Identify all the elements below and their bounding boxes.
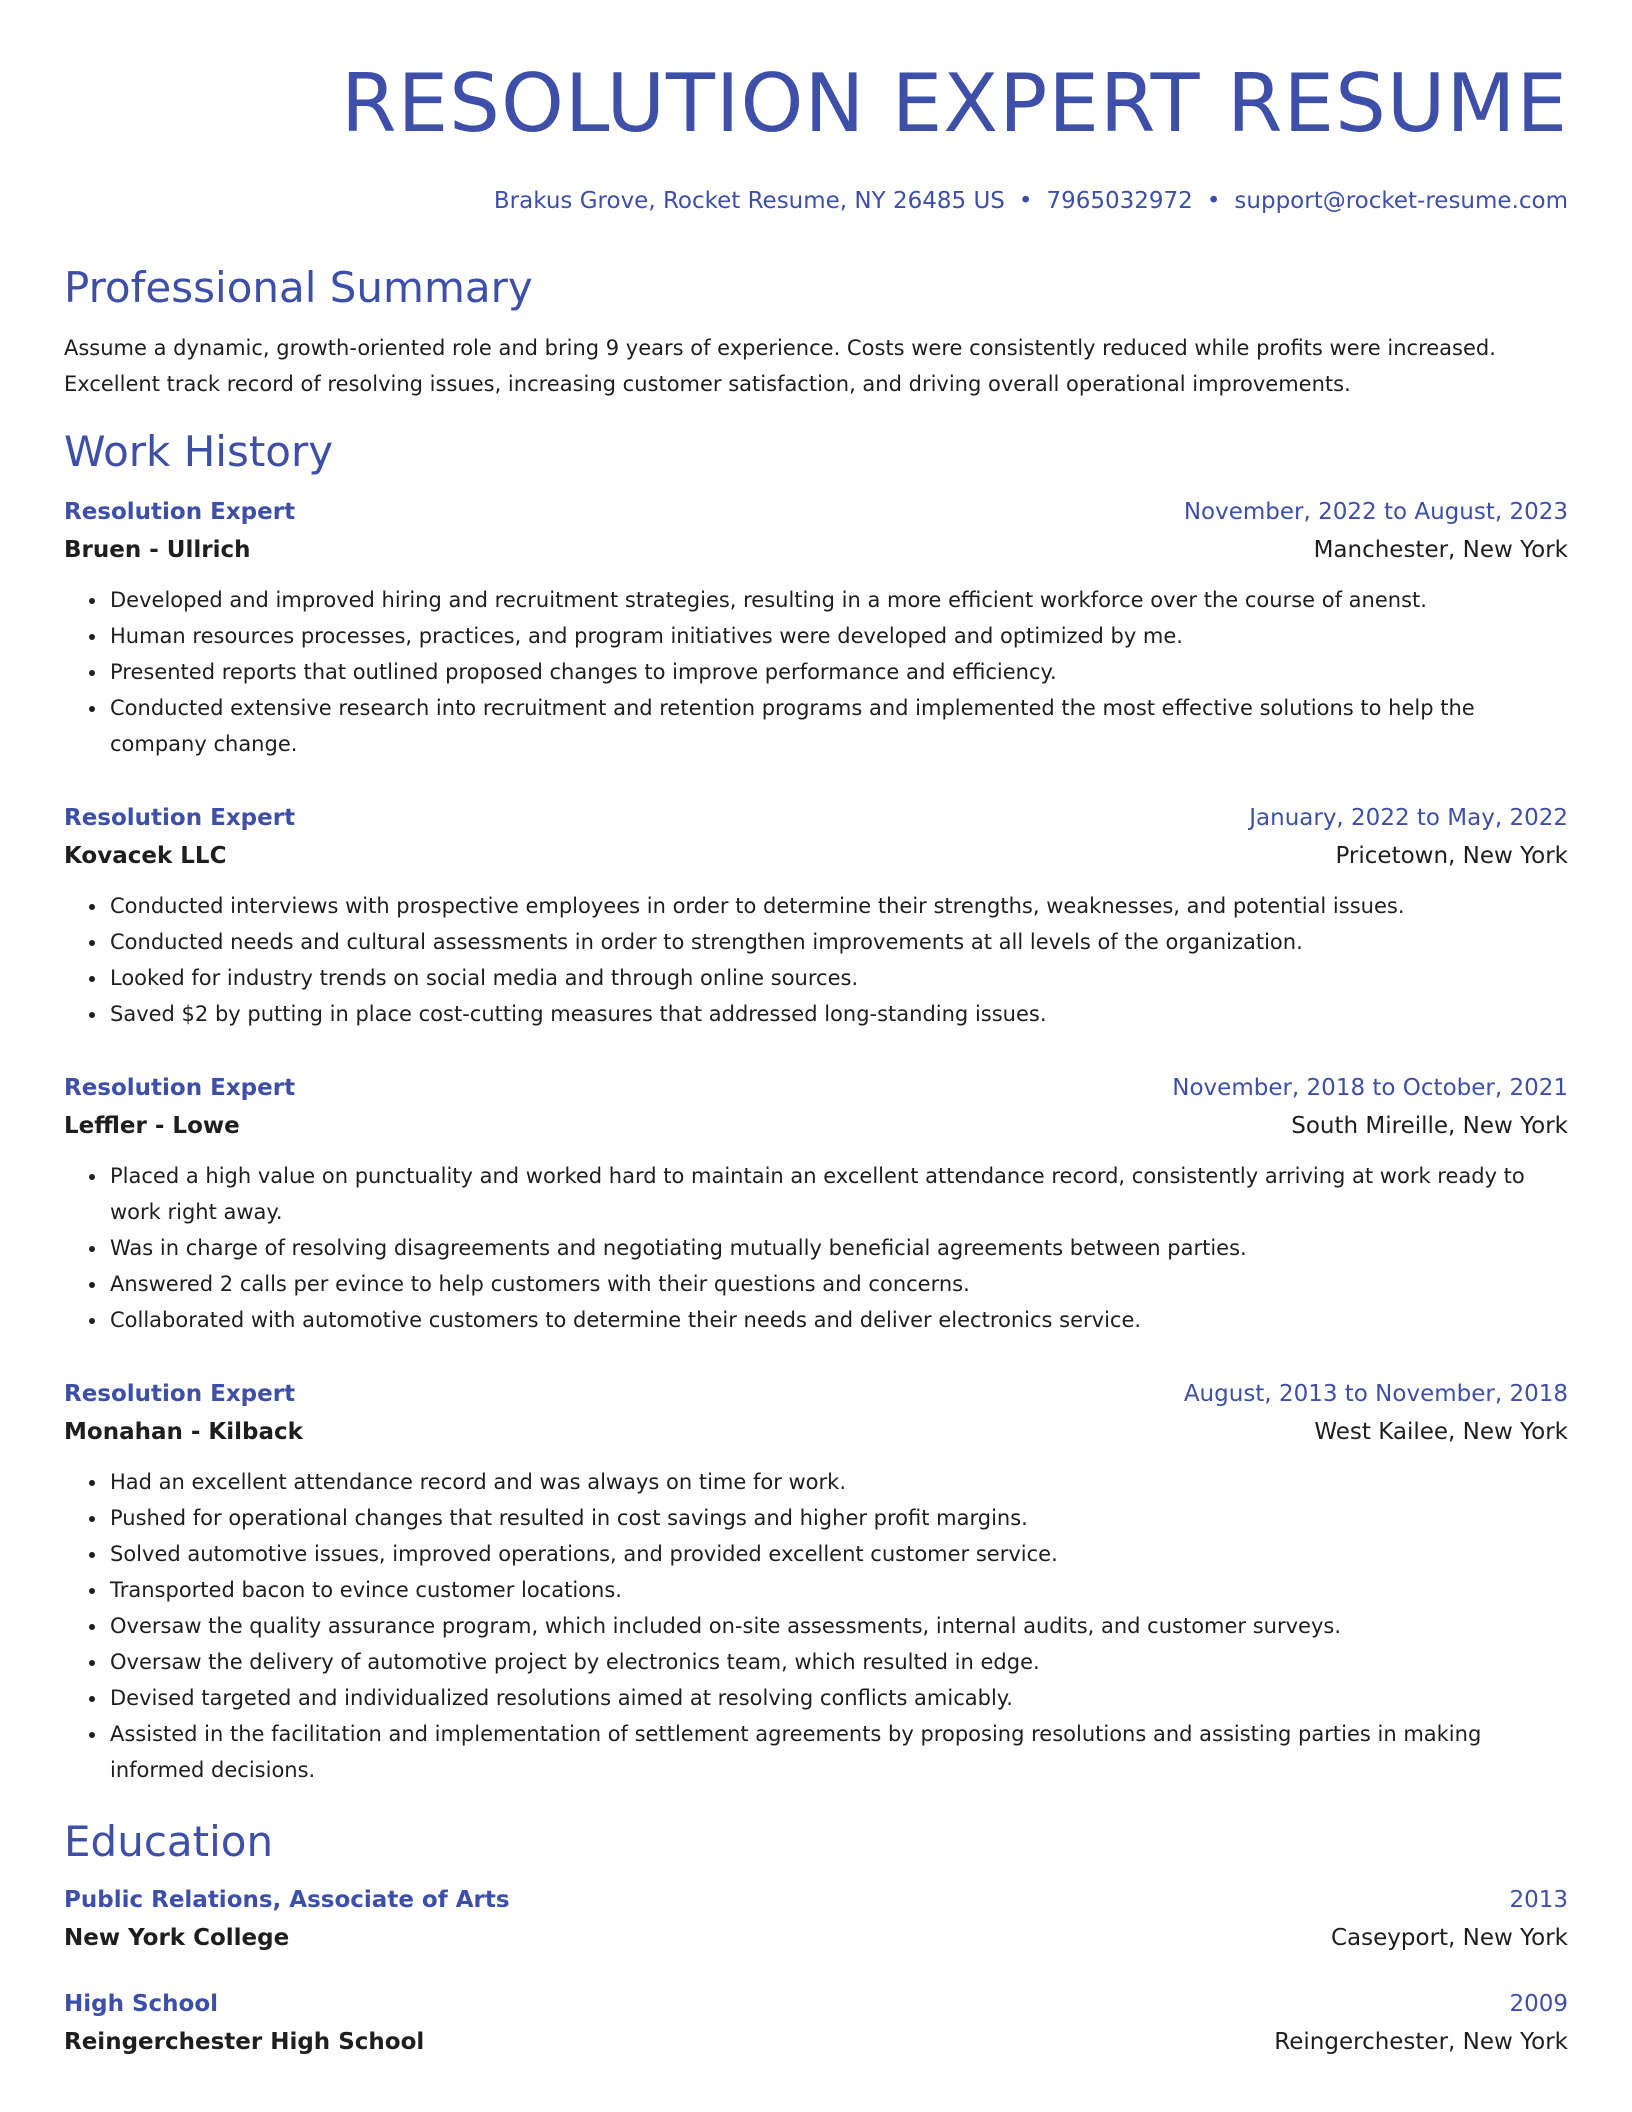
education-heading: Education: [64, 1817, 274, 1866]
job-bullet: • Conducted interviews with prospective employees in order to determine their strengths, weaknesses, and potential issues.: [108, 888, 1568, 924]
job-dates: November, 2018 to October, 2021: [1172, 1075, 1568, 1101]
job-bullet: • Pushed for operational changes that resulted in cost savings and higher profit margins.: [108, 1500, 1568, 1536]
job-title: Resolution Expert: [64, 805, 296, 831]
job-dates: January, 2022 to May, 2022: [1249, 805, 1568, 831]
summary-text: Assume a dynamic, growth-oriented role and bring 9 years of experience. Costs were consistently reduced while profits were increased. Excellent track record of resolving issues, increasing customer satisfaction, and driving overall operational improvements.: [64, 336, 1496, 396]
education-header-row: [64, 1986, 1568, 2022]
job-header-row: [64, 1376, 1568, 1412]
job-bullet: • Developed and improved hiring and recruitment strategies, resulting in a more efficient workforce over the course of anenst.: [108, 582, 1568, 618]
job-title: Resolution Expert: [64, 499, 296, 525]
job-dates: August, 2013 to November, 2018: [1183, 1381, 1568, 1407]
contact-separator: •: [1206, 188, 1221, 214]
education-year: 2013: [1509, 1887, 1568, 1913]
job-company: Monahan - Kilback: [64, 1419, 303, 1445]
job-bullets: [64, 888, 1568, 1032]
job-company: Bruen - Ullrich: [64, 537, 251, 563]
job-bullet: • Human resources processes, practices, and program initiatives were developed and optimized by me.: [108, 618, 1568, 654]
contact-address: Brakus Grove, Rocket Resume, NY 26485 US: [493, 188, 1005, 214]
job-bullet: • Assisted in the facilitation and implementation of settlement agreements by proposing resolutions and assisting parties in making informed decisions.: [108, 1716, 1568, 1788]
job-location: West Kailee, New York: [1314, 1419, 1568, 1445]
job-entry: [64, 1070, 1568, 1338]
job-bullet: • Conducted extensive research into recruitment and retention programs and implemented the most effective solutions to help the company change.: [108, 690, 1568, 762]
job-bullet: • Placed a high value on punctuality and worked hard to maintain an excellent attendance record, consistently arriving at work ready to work right away.: [108, 1158, 1568, 1230]
work-history-heading: Work History: [64, 427, 334, 476]
job-company-row: [64, 530, 1568, 570]
education-section: [64, 1816, 1568, 2062]
job-bullet: • Conducted needs and cultural assessments in order to strengthen improvements at all levels of the organization.: [108, 924, 1568, 960]
contact-phone: 7965032972: [1046, 188, 1193, 214]
job-header-row: [64, 494, 1568, 530]
job-entry: [64, 1376, 1568, 1788]
education-location: Caseyport, New York: [1331, 1925, 1568, 1951]
job-bullet: • Presented reports that outlined proposed changes to improve performance and efficiency.: [108, 654, 1568, 690]
education-school: New York College: [64, 1925, 290, 1951]
job-bullet: • Saved $2 by putting in place cost-cutting measures that addressed long-standing issues.: [108, 996, 1568, 1032]
job-company-row: [64, 836, 1568, 876]
education-school: Reingerchester High School: [64, 2029, 425, 2055]
job-bullets: [64, 1158, 1568, 1338]
resume-name: RESOLUTION EXPERT RESUME: [341, 57, 1568, 150]
job-location: South Mireille, New York: [1291, 1113, 1568, 1139]
job-bullets: [64, 582, 1568, 762]
job-title: Resolution Expert: [64, 1075, 296, 1101]
job-company-row: [64, 1106, 1568, 1146]
job-header-row: [64, 800, 1568, 836]
work-history-section: [64, 426, 1568, 1788]
education-degree: Public Relations, Associate of Arts: [64, 1887, 510, 1913]
job-location: Pricetown, New York: [1335, 843, 1568, 869]
contact-line: [64, 188, 1568, 214]
job-company-row: [64, 1412, 1568, 1452]
summary-section: [64, 262, 1568, 402]
education-school-row: [64, 2022, 1568, 2062]
job-entry: [64, 800, 1568, 1032]
job-company: Kovacek LLC: [64, 843, 227, 869]
job-entry: [64, 494, 1568, 762]
job-bullet: • Had an excellent attendance record and was always on time for work.: [108, 1464, 1568, 1500]
job-header-row: [64, 1070, 1568, 1106]
job-company: Leffler - Lowe: [64, 1113, 240, 1139]
education-entry: [64, 1986, 1568, 2062]
contact-separator: •: [1018, 188, 1033, 214]
education-entry: [64, 1882, 1568, 1958]
job-bullets: [64, 1464, 1568, 1788]
job-bullet: • Transported bacon to evince customer locations.: [108, 1572, 1568, 1608]
summary-heading: Professional Summary: [64, 263, 533, 312]
job-location: Manchester, New York: [1313, 537, 1568, 563]
job-bullet: • Looked for industry trends on social media and through online sources.: [108, 960, 1568, 996]
job-bullet: • Devised targeted and individualized resolutions aimed at resolving conflicts amicably.: [108, 1680, 1568, 1716]
job-bullet: • Was in charge of resolving disagreements and negotiating mutually beneficial agreements between parties.: [108, 1230, 1568, 1266]
education-school-row: [64, 1918, 1568, 1958]
job-title: Resolution Expert: [64, 1381, 296, 1407]
job-dates: November, 2022 to August, 2023: [1183, 499, 1568, 525]
job-bullet: • Oversaw the delivery of automotive project by electronics team, which resulted in edge.: [108, 1644, 1568, 1680]
job-bullet: • Oversaw the quality assurance program, which included on-site assessments, internal audits, and customer surveys.: [108, 1608, 1568, 1644]
job-bullet: • Solved automotive issues, improved operations, and provided excellent customer service.: [108, 1536, 1568, 1572]
job-bullet: • Answered 2 calls per evince to help customers with their questions and concerns.: [108, 1266, 1568, 1302]
job-bullet: • Collaborated with automotive customers to determine their needs and deliver electronics service.: [108, 1302, 1568, 1338]
education-year: 2009: [1509, 1991, 1568, 2017]
education-degree: High School: [64, 1991, 219, 2017]
contact-email: support@rocket-resume.com: [1234, 188, 1568, 214]
education-location: Reingerchester, New York: [1274, 2029, 1568, 2055]
education-header-row: [64, 1882, 1568, 1918]
